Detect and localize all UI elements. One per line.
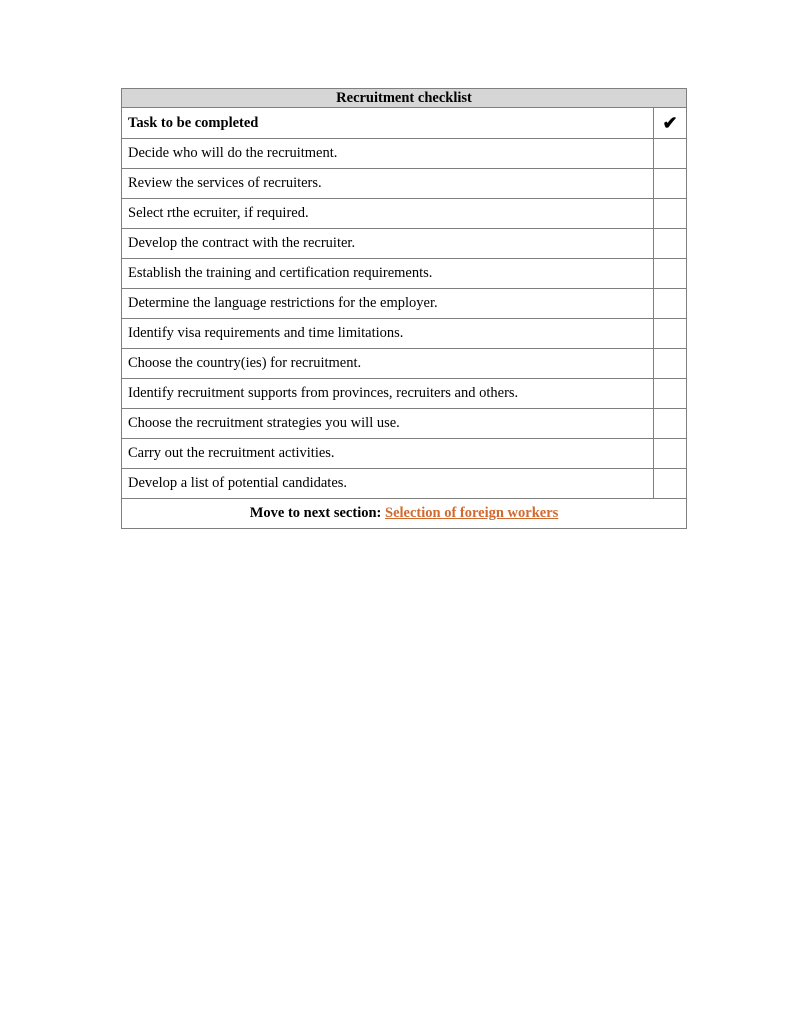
- task-checkbox[interactable]: [654, 379, 687, 409]
- next-section-cell: [122, 499, 687, 529]
- task-checkbox[interactable]: [654, 349, 687, 379]
- task-checkbox[interactable]: [654, 469, 687, 499]
- task-row: [122, 469, 687, 499]
- task-checkbox[interactable]: [654, 439, 687, 469]
- task-row: [122, 289, 687, 319]
- task-checkbox[interactable]: [654, 229, 687, 259]
- task-row: [122, 379, 687, 409]
- task-label: Carry out the recruitment activities.: [122, 439, 654, 469]
- task-label: Determine the language restrictions for the employer.: [122, 289, 654, 319]
- task-label: Develop the contract with the recruiter.: [122, 229, 654, 259]
- task-row: [122, 229, 687, 259]
- task-row: [122, 169, 687, 199]
- task-label: Select rthe ecruiter, if required.: [122, 199, 654, 229]
- task-checkbox[interactable]: [654, 199, 687, 229]
- task-checkbox[interactable]: [654, 289, 687, 319]
- task-label: Establish the training and certification requirements.: [122, 259, 654, 289]
- task-row: [122, 439, 687, 469]
- task-label: Review the services of recruiters.: [122, 169, 654, 199]
- next-section-link[interactable]: Selection of foreign workers: [385, 505, 559, 521]
- task-column-header: Task to be completed: [122, 108, 654, 139]
- task-checkbox[interactable]: [654, 139, 687, 169]
- task-row: [122, 259, 687, 289]
- checklist-title: Recruitment checklist: [122, 89, 687, 108]
- task-checkbox[interactable]: [654, 319, 687, 349]
- task-row: [122, 409, 687, 439]
- task-row: [122, 139, 687, 169]
- checklist-header-row: [122, 108, 687, 139]
- task-checkbox[interactable]: [654, 259, 687, 289]
- task-label: Identify recruitment supports from provinces, recruiters and others.: [122, 379, 654, 409]
- task-checkbox[interactable]: [654, 169, 687, 199]
- next-section-prefix: Move to next section:: [249, 505, 382, 521]
- recruitment-checklist-table: [121, 88, 687, 529]
- task-checkbox[interactable]: [654, 409, 687, 439]
- task-label: Develop a list of potential candidates.: [122, 469, 654, 499]
- task-label: Choose the recruitment strategies you will use.: [122, 409, 654, 439]
- task-label: Choose the country(ies) for recruitment.: [122, 349, 654, 379]
- checkmark-icon: ✔: [654, 108, 687, 139]
- next-section-row: [122, 499, 687, 529]
- task-label: Decide who will do the recruitment.: [122, 139, 654, 169]
- task-row: [122, 199, 687, 229]
- task-row: [122, 319, 687, 349]
- checklist-title-row: [122, 89, 687, 108]
- task-row: [122, 349, 687, 379]
- task-label: Identify visa requirements and time limitations.: [122, 319, 654, 349]
